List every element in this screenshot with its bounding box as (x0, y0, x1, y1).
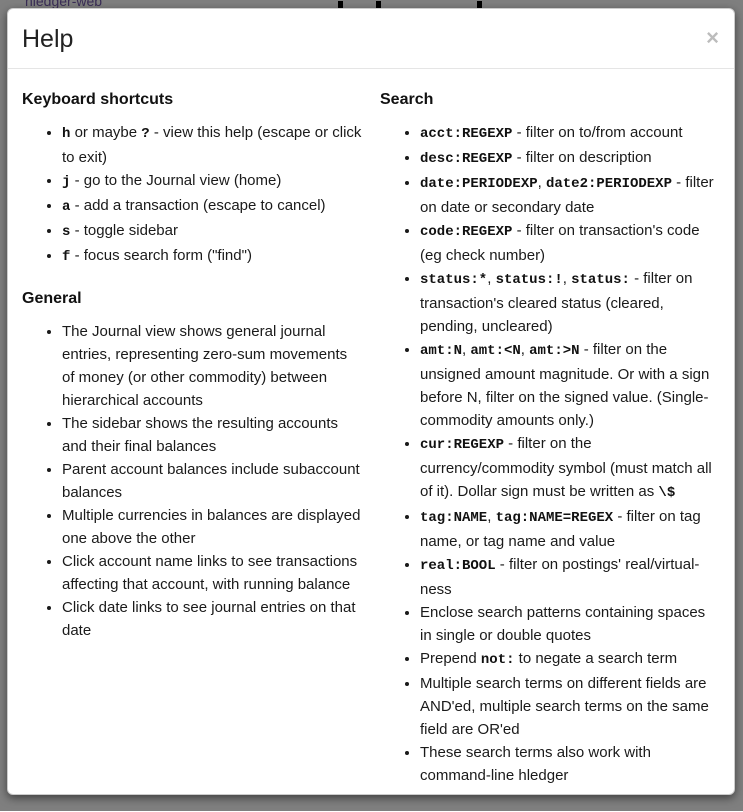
help-item: • j - go to the Journal view (home) (62, 169, 362, 194)
code-term: acct:REGEXP (420, 126, 513, 142)
help-item: • Prepend not: to negate a search term (420, 647, 720, 672)
code-term: amt:>N (529, 343, 580, 359)
help-item: • h or maybe ? - view this help (escape or click to exit) (62, 121, 362, 169)
help-item: • tag:NAME, tag:NAME=REGEX - filter on tag name, or tag name and value (420, 505, 720, 553)
help-item: • date:PERIODEXP, date2:PERIODEXP - filter on date or secondary date (420, 171, 720, 219)
help-list (380, 121, 720, 787)
code-term: \$ (658, 485, 676, 501)
code-term: a (62, 199, 71, 215)
code-term: date:PERIODEXP (420, 176, 538, 192)
code-term: status:! (495, 272, 563, 288)
help-item: • Enclose search patterns containing spaces in single or double quotes (420, 601, 720, 647)
help-column-right (380, 89, 720, 797)
code-term: desc:REGEXP (420, 151, 513, 167)
modal-header (8, 9, 734, 69)
modal-title: Help (22, 25, 74, 53)
code-term: j (62, 174, 71, 190)
close-button[interactable] (706, 27, 719, 49)
code-term: amt:N (420, 343, 463, 359)
close-icon: × (706, 25, 719, 50)
code-term: code:REGEXP (420, 224, 513, 240)
help-item: • f - focus search form ("find") (62, 244, 362, 269)
help-item: • a - add a transaction (escape to cancel) (62, 194, 362, 219)
code-term: date2:PERIODEXP (545, 176, 672, 192)
help-item: • The sidebar shows the resulting accounts and their final balances (62, 412, 362, 458)
help-item: • s - toggle sidebar (62, 219, 362, 244)
help-item: • code:REGEXP - filter on transaction's code (eg check number) (420, 219, 720, 267)
code-term: real:BOOL (420, 558, 496, 574)
section-heading: General (22, 290, 82, 307)
help-item: • Parent account balances include subaccount balances (62, 458, 362, 504)
help-item: • The Journal view shows general journal entries, representing zero-sum movements of money (or other commodity) between hierarchical accounts (62, 320, 362, 412)
code-term: tag:NAME=REGEX (495, 510, 614, 526)
help-item: • Click account name links to see transactions affecting that account, with running balance (62, 550, 362, 596)
help-item: • amt:N, amt:<N, amt:>N - filter on the unsigned amount magnitude. Or with a sign before N, filter on the signed value. (Single-commodity amounts only.) (420, 338, 720, 432)
help-modal (7, 8, 735, 795)
code-term: tag:NAME (420, 510, 488, 526)
help-item: • Click date links to see journal entries on that date (62, 596, 362, 642)
help-item: • acct:REGEXP - filter on to/from account (420, 121, 720, 146)
code-term: s (62, 224, 71, 240)
code-term: f (62, 249, 71, 265)
section-heading: Keyboard shortcuts (22, 91, 174, 108)
code-term: status:* (420, 272, 488, 288)
section-heading: Search (380, 91, 434, 108)
help-item: • cur:REGEXP - filter on the currency/commodity symbol (must match all of it). Dollar sign must be written as \$ (420, 432, 720, 505)
code-term: h (62, 126, 71, 142)
code-term: not: (480, 652, 515, 668)
help-item: • real:BOOL - filter on postings' real/virtual-ness (420, 553, 720, 601)
help-item: • These search terms also work with command-line hledger (420, 741, 720, 787)
code-term: amt:<N (470, 343, 521, 359)
help-list (22, 320, 362, 642)
modal-body (8, 69, 734, 812)
help-list (22, 121, 362, 269)
help-item: • desc:REGEXP - filter on description (420, 146, 720, 171)
code-term: cur:REGEXP (420, 437, 505, 453)
help-column-left (22, 89, 362, 797)
help-item: • Multiple search terms on different fields are AND'ed, multiple search terms on the same field are OR'ed (420, 672, 720, 741)
code-term: ? (141, 126, 150, 142)
code-term: status: (571, 272, 630, 288)
help-item: • Multiple currencies in balances are displayed one above the other (62, 504, 362, 550)
help-item: • status:*, status:!, status: - filter on transaction's cleared status (cleared, pending, uncleared) (420, 267, 720, 338)
